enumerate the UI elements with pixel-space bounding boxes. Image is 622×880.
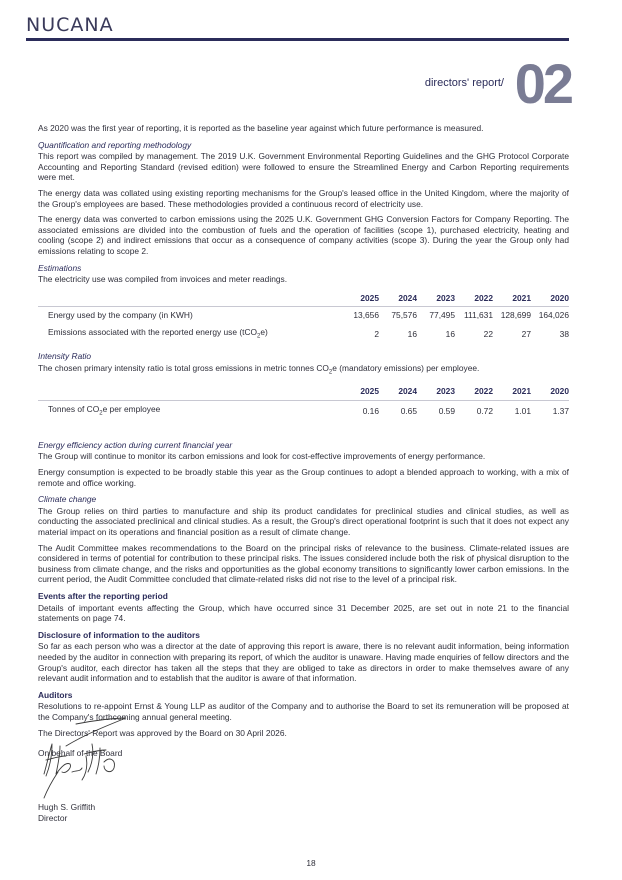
auditors-heading: Auditors — [38, 689, 73, 700]
table-row — [38, 307, 569, 324]
energy-table — [38, 290, 569, 345]
quantification-heading: Quantification and reporting methodology — [38, 139, 192, 150]
estimations-p1: The electricity use was compiled from invoices and meter readings. — [38, 274, 288, 285]
signature-image — [36, 716, 132, 802]
table-cell: 38 — [559, 329, 569, 340]
section-number: 02 — [514, 52, 571, 115]
table-cell: 27 — [521, 329, 531, 340]
table-cell: 77,495 — [429, 310, 455, 321]
events-heading: Events after the reporting period — [38, 591, 168, 602]
table1-year: 2024 — [379, 290, 417, 307]
table-cell: 0.65 — [400, 405, 417, 416]
estimations-heading: Estimations — [38, 262, 82, 273]
header-rule — [26, 38, 569, 41]
table1-year: 2022 — [455, 290, 493, 307]
table-cell: 16 — [407, 329, 417, 340]
table-cell: 111,631 — [463, 310, 493, 321]
energy-efficiency-heading: Energy efficiency action during current financial year — [38, 439, 233, 450]
logo: NUCANA — [26, 14, 114, 36]
intensity-heading: Intensity Ratio — [38, 351, 92, 362]
row-label: Emissions associated with the reported energy use (tCO$_2$e) — [48, 326, 268, 340]
climate-p1: The Group relies on third parties to manufacture and ship its product candidates for preclinical studies and clinical studies, as well as conducting the associated preclinical and clinical studies. As a result, the Group's direct operational footprint is such that it does not expect any material impact on its operations and financial position as a result of climate change. — [38, 505, 569, 538]
intensity-p1: The chosen primary intensity ratio is total gross emissions in metric tonnes $CO_2e$ (mandatory emissions) per employee. — [38, 362, 480, 376]
table-cell: 164,026 — [538, 310, 569, 321]
report-body — [38, 123, 569, 764]
table2-year: 2021 — [493, 383, 531, 400]
table-cell: 2 — [374, 329, 379, 340]
table-cell: 0.72 — [476, 405, 493, 416]
climate-heading: Climate change — [38, 494, 97, 505]
table-cell: 0.59 — [438, 405, 455, 416]
table2-year: 2024 — [379, 383, 417, 400]
table-cell: 1.37 — [552, 405, 569, 416]
on-behalf-text: On behalf of the Board — [38, 748, 123, 759]
table1-year: 2020 — [531, 290, 569, 307]
quantification-p2: The energy data was collated using existing reporting mechanisms for the Group's leased office in the United Kingdom, where the majority of the Group's employees are based. These methodologies provided a continuous record of electricity use. — [38, 187, 569, 209]
table2-year: 2025 — [341, 383, 379, 400]
energy-efficiency-p1: The Group will continue to monitor its carbon emissions and look for cost-effective improvements of energy performance. — [38, 451, 486, 462]
energy-efficiency-p2: Energy consumption is expected to be broadly stable this year as the Group continues to adopt a blended approach to working, with a mix of remote and office working. — [38, 467, 569, 488]
table-cell: 1.01 — [514, 405, 531, 416]
auditors-p2: The Directors' Report was approved by the Board on 30 April 2026. — [38, 727, 287, 738]
quantification-p1: This report was compiled by management. The 2019 U.K. Government Environmental Reporting Guidelines and the GHG Protocol Corporate Accounting and Reporting Standard (revised edition) were followed to ensure the Streamlined Energy and Carbon Reporting requirements were met. — [38, 151, 569, 183]
intensity-table — [38, 383, 569, 422]
table-cell: 22 — [483, 329, 493, 340]
table1-year: 2025 — [341, 290, 379, 307]
table1-year: 2021 — [493, 290, 531, 307]
table-cell: 0.16 — [362, 405, 379, 416]
section-label: directors' report/ — [424, 77, 504, 89]
signatory-title: Director — [38, 812, 68, 823]
page-number: 18 — [306, 858, 316, 868]
events-p1: Details of important events affecting the Group, which have occurred since 31 December 2025, are set out in note 21 to the financial statements on page 74. — [38, 602, 569, 624]
table1-year: 2023 — [417, 290, 455, 307]
table2-year: 2023 — [417, 383, 455, 400]
table-row — [38, 400, 569, 422]
row-label: Energy used by the company (in KWH) — [48, 310, 193, 321]
table-cell: 13,656 — [353, 310, 379, 321]
signatory-name: Hugh S. Griffith — [38, 802, 96, 812]
table-cell: 128,699 — [500, 310, 531, 321]
signatory-block — [38, 802, 95, 823]
row-label: Tonnes of $CO_2e$ per employee — [48, 403, 161, 417]
quantification-p3: The energy data was converted to carbon emissions using the 2025 U.K. Government GHG Conversion Factors for Company Reporting. The associated emissions are divided into the combustion of fuels and the operation of facilities (scope 1), purchased electricity, heating and cooling (scope 2) and indirect emissions that occur as a consequence of company activities (scope 3). During the year the Group only had emissions relating to scope 2. — [38, 214, 569, 256]
disclosure-p1: So far as each person who was a director at the date of approving this report is aware, there is no relevant audit information, being information needed by the auditor in connection with preparing its report, of which the auditor is unaware. Having made enquiries of fellow directors and the Group's auditor, each director has taken all the steps that they are obliged to take as directors in order to make themselves aware of any relevant audit information and to establish that the auditor is aware of that information. — [38, 641, 569, 684]
auditors-p1: Resolutions to re-appoint Ernst & Young LLP as auditor of the Company and to authorise the Board to set its remuneration will be proposed at the Company's forthcoming annual general meeting. — [38, 701, 569, 722]
table-cell: 75,576 — [391, 310, 417, 321]
disclosure-heading: Disclosure of information to the auditors — [38, 629, 200, 640]
table-row — [38, 324, 569, 345]
climate-p2: The Audit Committee makes recommendations to the Board on the principal risks of relevance to the business. Climate-related issues are considered in terms of potential for contribution to these principal risks. The issues considered include both the risk of physical disruption to the business from climate change, and the risks and opportunities as the global economy transitions to significantly lower carbon emissions. In the current period, the Audit Committee concluded that climate-related risks did not rise to the level of a principal risk. — [38, 542, 569, 585]
table2-year: 2022 — [455, 383, 493, 400]
intro-paragraph: As 2020 was the first year of reporting, it is reported as the baseline year against which future performance is measured. — [38, 123, 484, 133]
table2-year: 2020 — [531, 383, 569, 400]
table-cell: 16 — [445, 329, 455, 340]
